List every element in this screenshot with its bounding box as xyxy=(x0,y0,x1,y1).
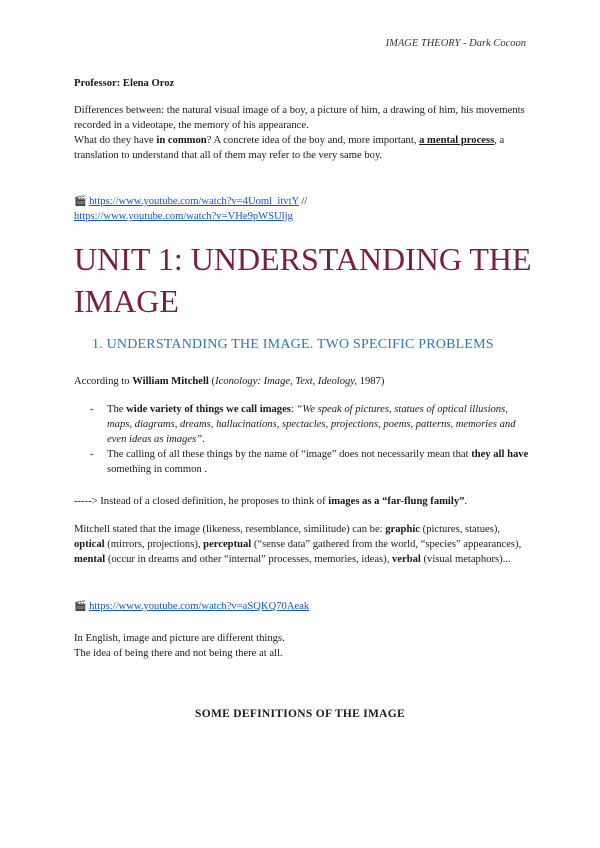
question-text-end: , a translation to understand that all of them may refer to the very same boy. xyxy=(74,135,505,161)
professor-line: Professor: Elena Oroz xyxy=(74,78,175,89)
mitchell-paragraph xyxy=(74,522,529,567)
term-verbal: verbal xyxy=(392,554,421,565)
intro-paragraph xyxy=(74,103,529,163)
question-text: What do they have xyxy=(74,135,157,146)
running-header: IMAGE THEORY - Dark Cocoon xyxy=(385,38,526,49)
section-heading: 1. UNDERSTANDING THE IMAGE. TWO SPECIFIC PROBLEMS xyxy=(92,337,494,352)
term-graphic: graphic xyxy=(385,524,420,535)
bullet-bold: wide variety of things we call images xyxy=(126,404,291,415)
english-note xyxy=(74,631,529,661)
bullet-text: The calling of all these things by the name of “image” does not necessarily mean that xyxy=(107,449,472,460)
mitchell-text: (mirrors, projections), xyxy=(104,539,204,550)
bullet-bold: they all have xyxy=(471,449,529,460)
youtube-link-2[interactable]: https://www.youtube.com/watch?v=VHe9pWSUljg xyxy=(74,211,293,222)
dash-bullet: - xyxy=(90,404,94,415)
bullet-quote: “We speak of pictures, statues of optical illusions, maps, diagrams, dreams, hallucinations, spectacles, projections, poems, patterns, memories and even ideas as images” xyxy=(107,404,516,445)
term-perceptual: perceptual xyxy=(203,539,252,550)
paren-open: ( xyxy=(208,376,216,387)
mental-process-emphasis: a mental process xyxy=(419,135,495,146)
youtube-link-3[interactable]: https://www.youtube.com/watch?v=aSQKQ70Aeak xyxy=(89,601,310,612)
bullet-text-end: . xyxy=(202,434,205,445)
according-text: According to xyxy=(74,376,133,387)
youtube-link-1[interactable]: https://www.youtube.com/watch?v=4Uoml_itvtY xyxy=(89,196,299,207)
bullet-text-mid: : xyxy=(290,404,297,415)
author-name: William Mitchell xyxy=(132,376,209,387)
bullet-text-end: something in common . xyxy=(107,464,208,475)
mitchell-text: (“sense data” gathered from the world, “species” appearances), xyxy=(251,539,522,550)
term-optical: optical xyxy=(74,539,105,550)
mitchell-text: (pictures, statues), xyxy=(419,524,501,535)
far-flung-family: images as a “far-flung family” xyxy=(328,496,465,507)
intro-line: Differences between: the natural visual image of a boy, a picture of him, a drawing of him, his movements recorded in a videotape, the memory of his appearance. xyxy=(74,105,525,131)
list-item xyxy=(90,402,530,447)
unit-title: UNIT 1: UNDERSTANDING THE IMAGE xyxy=(74,241,532,319)
list-item xyxy=(90,447,530,477)
closed-text: -----> Instead of a closed definition, he proposes to think of xyxy=(74,496,329,507)
book-year: 1987) xyxy=(357,376,385,387)
english-line-1: In English, image and picture are different things. xyxy=(74,633,285,644)
bullet-text: The xyxy=(107,404,127,415)
bullet-list xyxy=(90,402,530,477)
definitions-heading: SOME DEFINITIONS OF THE IMAGE xyxy=(195,708,405,720)
dash-bullet: - xyxy=(90,449,94,460)
mitchell-text: (visual metaphors)... xyxy=(420,554,511,565)
video-links xyxy=(74,194,529,224)
mitchell-text: Mitchell stated that the image (likeness, resemblance, similitude) can be: xyxy=(74,524,386,535)
closed-text-end: . xyxy=(464,496,468,507)
video-link-row xyxy=(74,599,529,614)
clapper-icon: 🎬 xyxy=(74,601,87,612)
closed-definition-line xyxy=(74,494,529,509)
term-mental: mental xyxy=(74,554,106,565)
clapper-icon: 🎬 xyxy=(74,196,87,207)
english-line-2: The idea of being there and not being there at all. xyxy=(74,648,283,659)
question-text-mid: ? A concrete idea of the boy and, more important, xyxy=(206,135,420,146)
link-separator: // xyxy=(298,196,308,207)
bold-in-common: in common xyxy=(156,135,207,146)
mitchell-text: (occur in dreams and other “internal” processes, memories, ideas), xyxy=(105,554,392,565)
according-line xyxy=(74,374,529,389)
book-title: Iconology: Image, Text, Ideology, xyxy=(215,376,358,387)
